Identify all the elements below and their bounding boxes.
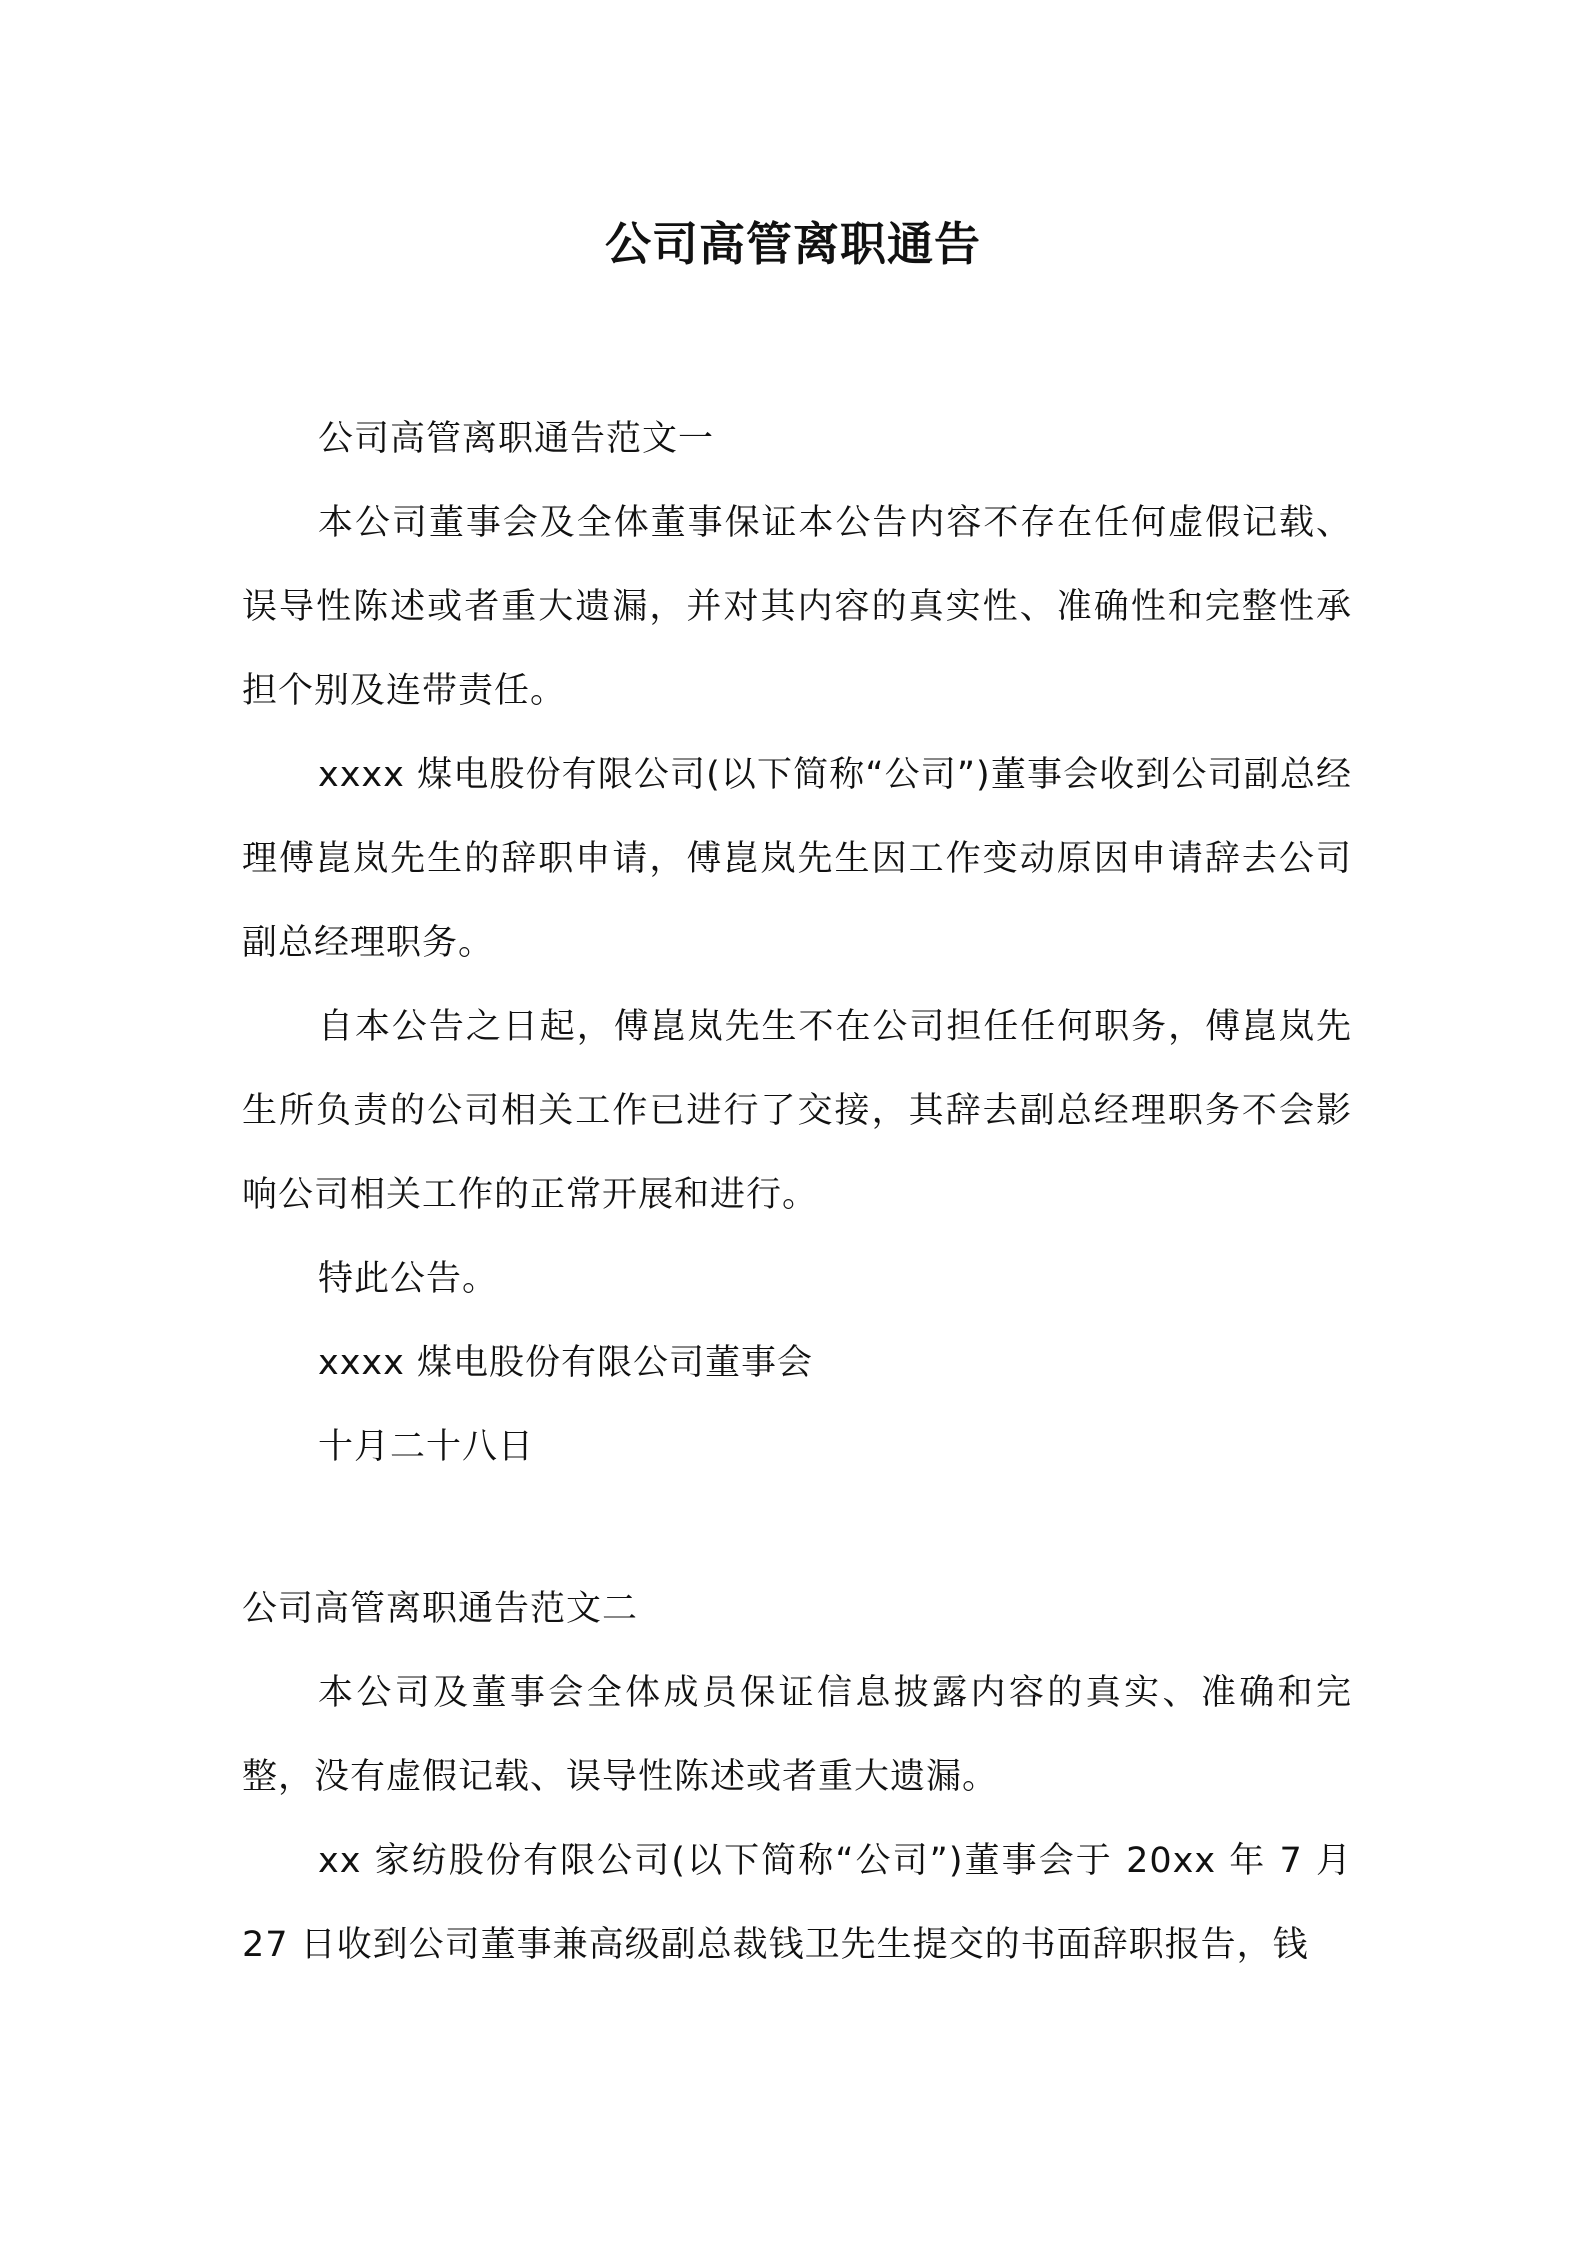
signature-date: 十月二十八日	[318, 1427, 535, 1467]
sample-two-paragraph: 本公司及董事会全体成员保证信息披露内容的真实、准确和完整，没有虚假记载、误导性陈述或者重大遗漏。	[242, 1673, 1352, 1797]
sample-one-paragraph: 自本公告之日起，傅崑岚先生不在公司担任任何职务，傅崑岚先生所负责的公司相关工作已进行了交接，其辞去副总经理职务不会影响公司相关工作的正常开展和进行。	[242, 1007, 1352, 1215]
signature-board: xxxx 煤电股份有限公司董事会	[318, 1343, 813, 1383]
sample-one-paragraph: 本公司董事会及全体董事保证本公告内容不存在任何虚假记载、误导性陈述或者重大遗漏，并对其内容的真实性、准确性和完整性承担个别及连带责任。	[242, 503, 1352, 711]
sample-two-section	[242, 1567, 1352, 1987]
sample-one-paragraph: xxxx 煤电股份有限公司(以下简称“公司”)董事会收到公司副总经理傅崑岚先生的辞职申请，傅崑岚先生因工作变动原因申请辞去公司副总经理职务。	[242, 755, 1352, 963]
sample-two-paragraph: xx 家纺股份有限公司(以下简称“公司”)董事会于 20xx 年 7 月 27 日收到公司董事兼高级副总裁钱卫先生提交的书面辞职报告，钱	[242, 1841, 1352, 1965]
closing-statement: 特此公告。	[318, 1259, 499, 1299]
sample-one-heading: 公司高管离职通告范文一	[318, 419, 715, 459]
document-title: 公司高管离职通告	[605, 217, 981, 271]
sample-one-section	[242, 397, 1352, 1489]
sample-two-heading: 公司高管离职通告范文二	[242, 1589, 639, 1629]
